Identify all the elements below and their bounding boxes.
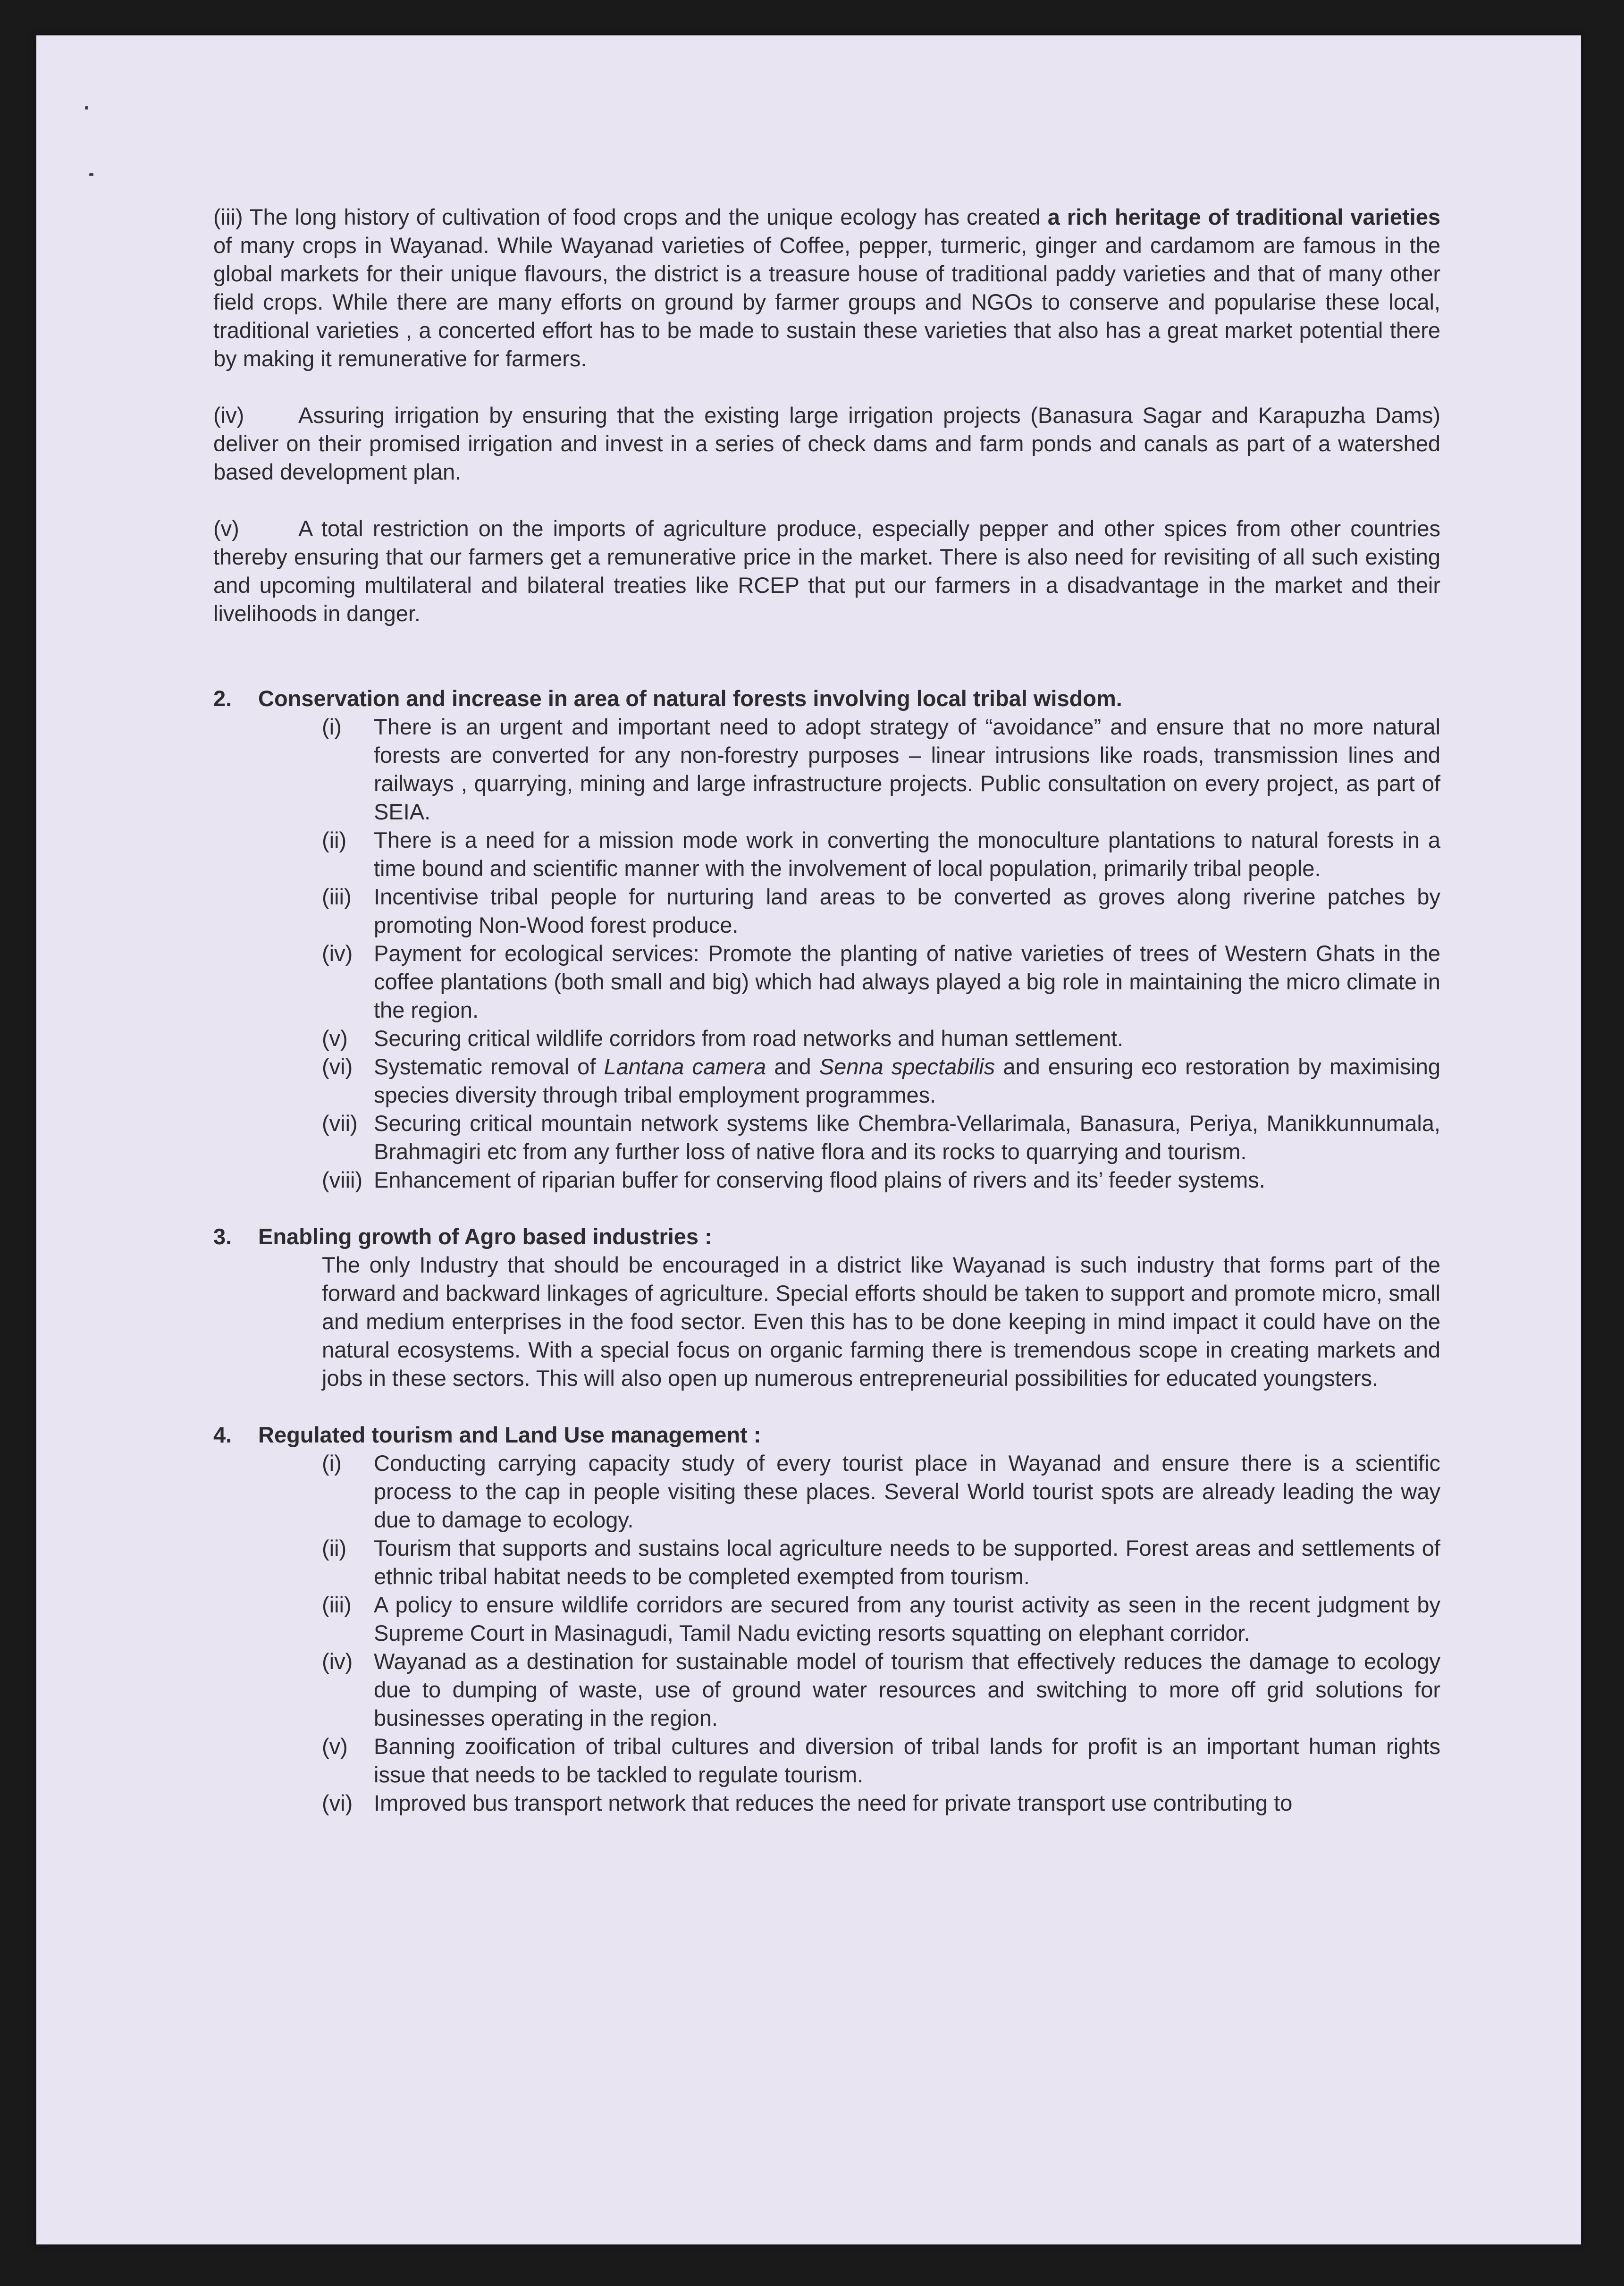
list-item-text-part: and bbox=[766, 1054, 819, 1079]
document-body bbox=[213, 203, 1440, 1846]
list-item bbox=[322, 1647, 1440, 1732]
list-item-text: Securing critical mountain network systems like Chembra-Vellarimala, Banasura, Periya, Manikkunnumala, Brahmagiri etc from any further loss of native flora and its rocks to quarrying and tourism. bbox=[374, 1111, 1440, 1164]
list-item bbox=[322, 883, 1440, 939]
list-item bbox=[322, 1732, 1440, 1789]
section-number: 4. bbox=[213, 1422, 232, 1447]
paragraph-iv bbox=[213, 401, 1440, 486]
list-item bbox=[322, 1789, 1440, 1817]
paragraph-bold-text: a rich heritage of traditional varieties bbox=[1047, 204, 1440, 229]
list-item-number: (v) bbox=[322, 1734, 348, 1759]
list-item-text: There is an urgent and important need to adopt strategy of “avoidance” and ensure that no more natural forests are converted for any non-forestry purposes – linear intrusions like roads, transmission lines and railways , quarrying, mining and large infrastructure projects. Public consultation on every project, as part of SEIA. bbox=[374, 714, 1440, 824]
species-name: Lantana camera bbox=[604, 1054, 766, 1079]
document-page bbox=[36, 35, 1581, 2244]
section-title: Regulated tourism and Land Use management : bbox=[258, 1422, 761, 1447]
section-4-list bbox=[258, 1449, 1440, 1817]
list-item-number: (vii) bbox=[322, 1111, 358, 1136]
list-item-text: Payment for ecological services: Promote the planting of native varieties of trees of Western Ghats in the coffee plantations (both small and big) which had always played a big role in maintaining the micro climate in the region. bbox=[374, 941, 1440, 1022]
paragraph-label: (v) bbox=[213, 516, 239, 541]
list-item bbox=[322, 826, 1440, 883]
list-item-text: Incentivise tribal people for nurturing land areas to be converted as groves along riverine patches by promoting Non-Wood forest produce. bbox=[374, 884, 1440, 937]
paper-speck bbox=[89, 173, 93, 176]
list-item-number: (viii) bbox=[322, 1167, 363, 1192]
species-name: Senna spectabilis bbox=[819, 1054, 995, 1079]
list-item bbox=[322, 1449, 1440, 1534]
list-item-number: (iv) bbox=[322, 1649, 353, 1674]
list-item-text: Tourism that supports and sustains local agriculture needs to be supported. Forest areas and settlements of ethnic tribal habitat needs to be completed exempted from tourism. bbox=[374, 1535, 1440, 1589]
section-number: 3. bbox=[213, 1224, 232, 1249]
section-title: Enabling growth of Agro based industries : bbox=[258, 1224, 712, 1249]
section-heading bbox=[213, 1421, 1440, 1449]
list-item-text: Securing critical wildlife corridors from road networks and human settlement. bbox=[374, 1026, 1124, 1051]
paragraph-text: of many crops in Wayanad. While Wayanad varieties of Coffee, pepper, turmeric, ginger and cardamom are famous in the global markets for their unique flavours, the district is a treasure house of traditional paddy varieties and that of many other field crops. While there are many efforts on ground by farmer groups and NGOs to conserve and popularise these local, traditional varieties , a concerted effort has to be made to sustain these varieties that also has a great market potential there by making it remunerative for farmers. bbox=[213, 233, 1440, 371]
section-3 bbox=[213, 1223, 1440, 1392]
section-4 bbox=[213, 1421, 1440, 1817]
list-item-text: Wayanad as a destination for sustainable model of tourism that effectively reduces the damage to ecology due to dumping of waste, use of ground water resources and switching to more off grid solutions for businesses operating in the region. bbox=[374, 1649, 1440, 1730]
list-item-number: (iii) bbox=[322, 884, 352, 909]
list-item-number: (ii) bbox=[322, 827, 347, 852]
list-item-number: (vi) bbox=[322, 1054, 353, 1079]
paragraph-v bbox=[213, 515, 1440, 628]
section-2-list bbox=[258, 713, 1440, 1194]
paper-speck bbox=[85, 106, 88, 110]
paragraph-label: (iii) bbox=[213, 204, 243, 229]
list-item bbox=[322, 713, 1440, 826]
list-item-text-part: Systematic removal of bbox=[374, 1054, 604, 1079]
list-item-text bbox=[374, 1053, 1440, 1109]
section-heading bbox=[213, 1223, 1440, 1251]
list-item bbox=[322, 1166, 1440, 1194]
list-item bbox=[322, 939, 1440, 1024]
list-item bbox=[322, 1109, 1440, 1166]
paragraph-text: A total restriction on the imports of agriculture produce, especially pepper and other spices from other countries thereby ensuring that our farmers get a remunerative price in the market. There is also need for revisiting of all such existing and upcoming multilateral and bilateral treaties like RCEP that put our farmers in a disadvantage in the market and their livelihoods in danger. bbox=[213, 516, 1440, 626]
list-item-number: (iv) bbox=[322, 941, 353, 966]
list-item-number: (vi) bbox=[322, 1790, 353, 1815]
list-item bbox=[322, 1591, 1440, 1647]
list-item-text: There is a need for a mission mode work in converting the monoculture plantations to natural forests in a time bound and scientific manner with the involvement of local population, primarily tribal people. bbox=[374, 827, 1440, 881]
section-number: 2. bbox=[213, 686, 232, 711]
section-body-text: The only Industry that should be encouraged in a district like Wayanad is such industry that forms part of the forward and backward linkages of agriculture. Special efforts should be taken to support and promote micro, small and medium enterprises in the food sector. Even this has to be done keeping in mind impact it could have on the natural ecosystems. With a special focus on organic farming there is tremendous scope in creating markets and jobs in these sectors. This will also open up numerous entrepreneurial possibilities for educated youngsters. bbox=[322, 1252, 1440, 1391]
list-item-text: Banning zooification of tribal cultures and diversion of tribal lands for profit is an important human rights issue that needs to be tackled to regulate tourism. bbox=[374, 1734, 1440, 1787]
paragraph-iii bbox=[213, 203, 1440, 373]
list-item-number: (ii) bbox=[322, 1535, 347, 1561]
list-item-text: Conducting carrying capacity study of every tourist place in Wayanad and ensure there is a scientific process to the cap in people visiting these places. Several World tourist spots are already leading the way due to damage to ecology. bbox=[374, 1451, 1440, 1532]
list-item-number: (i) bbox=[322, 1451, 342, 1476]
list-item bbox=[322, 1024, 1440, 1053]
paragraph-label: (iv) bbox=[213, 403, 244, 428]
list-item-number: (i) bbox=[322, 714, 342, 739]
list-item-text: Improved bus transport network that reduces the need for private transport use contributing to bbox=[374, 1790, 1293, 1815]
section-heading bbox=[213, 684, 1440, 713]
list-item-text: A policy to ensure wildlife corridors are secured from any tourist activity as seen in the recent judgment by Supreme Court in Masinagudi, Tamil Nadu evicting resorts squatting on elephant corridor. bbox=[374, 1592, 1440, 1645]
section-2 bbox=[213, 684, 1440, 1194]
list-item-number: (v) bbox=[322, 1026, 348, 1051]
list-item bbox=[322, 1534, 1440, 1591]
list-item-text-part: and ensuring eco restoration by maximising species diversity through tribal employment programmes. bbox=[374, 1054, 1441, 1107]
list-item-number: (iii) bbox=[322, 1592, 352, 1617]
paragraph-text: Assuring irrigation by ensuring that the existing large irrigation projects (Banasura Sagar and Karapuzha Dams) deliver on their promised irrigation and invest in a series of check dams and farm ponds and canals as part of a watershed based development plan. bbox=[213, 403, 1440, 484]
list-item-text: Enhancement of riparian buffer for conserving flood plains of rivers and its’ feeder systems. bbox=[374, 1167, 1265, 1192]
section-title: Conservation and increase in area of natural forests involving local tribal wisdom. bbox=[258, 686, 1122, 711]
list-item bbox=[322, 1053, 1440, 1109]
paragraph-text: The long history of cultivation of food crops and the unique ecology has created bbox=[243, 204, 1048, 229]
